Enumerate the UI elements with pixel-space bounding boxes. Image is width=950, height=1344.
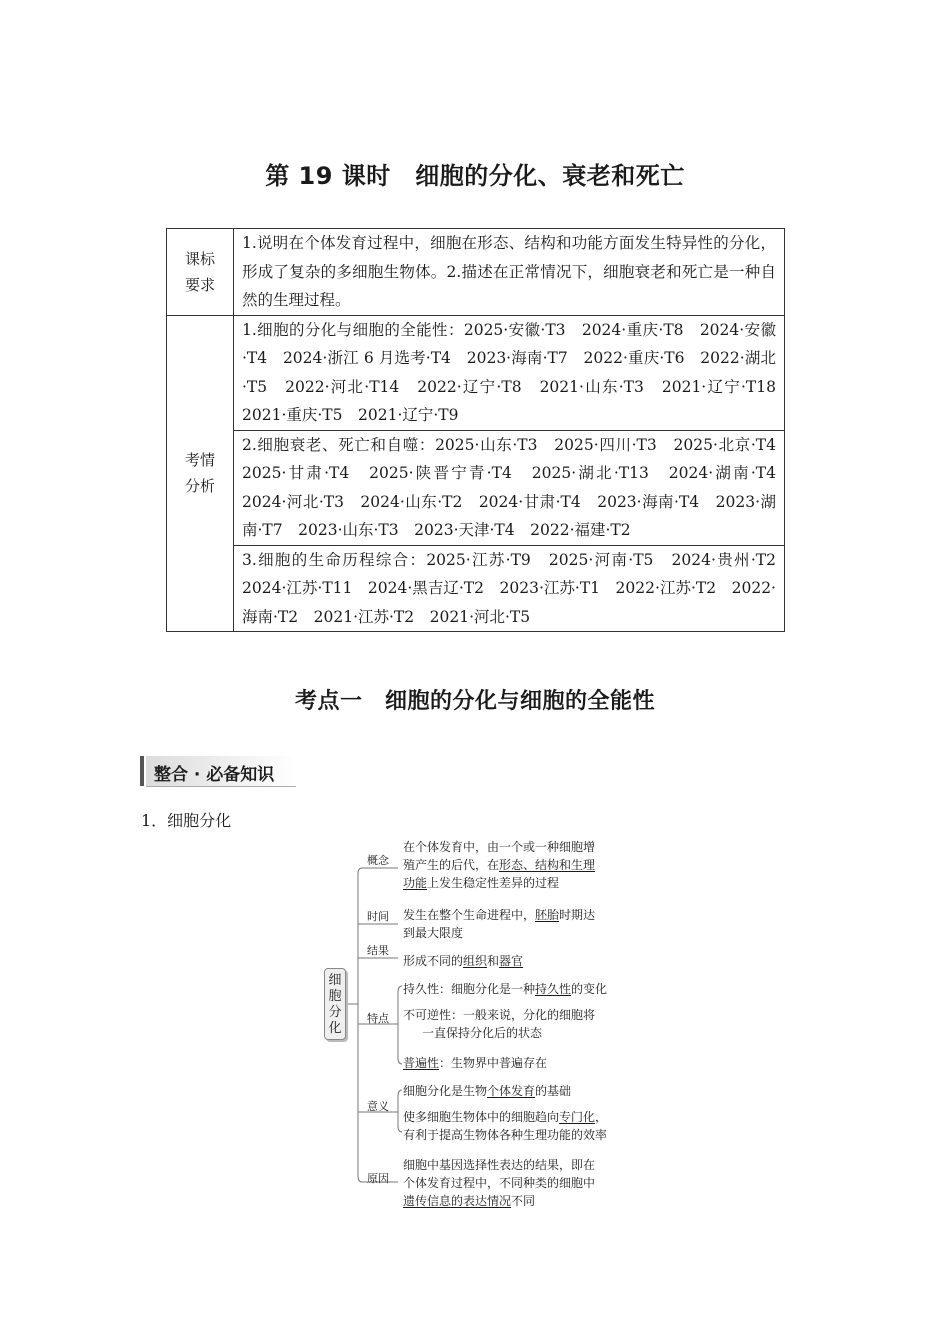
section-badge [140,756,298,786]
cell-differentiation-diagram [300,836,630,1216]
badge-bar [140,756,144,786]
root-char: 胞 [328,989,342,1004]
section-title: 考点一 细胞的分化与细胞的全能性 [294,689,655,714]
cause-line-3: 遗传信息的表达情况不同 [403,1194,536,1208]
meaning-line-3: 有利于提高生物体各种生理功能的效率 [403,1128,608,1142]
table-row-analysis-2 [167,430,785,545]
subheading: 1．细胞分化 [141,811,232,830]
row-label-line: 考情 [184,451,215,470]
branch-label-features: 特点 [367,1012,389,1025]
feature-irreversibility-1: 不可逆性：一般来说，分化的细胞将 [403,1008,596,1022]
row-label-line: 分析 [184,477,215,496]
meaning-line-2: 使多细胞生物体中的细胞趋向专门化， [403,1110,608,1124]
table-row-analysis-3 [167,545,785,632]
root-char: 细 [328,973,342,988]
row-label-standards [167,229,234,316]
table-row-analysis [167,315,785,430]
root-char: 化 [328,1021,342,1036]
concept-line-3: 功能上发生稳定性差异的过程 [403,876,560,890]
concept-line-1: 在个体发育中，由一个或一种细胞增 [403,840,596,854]
concept-line-2: 殖产生的后代，在形态、结构和生理 [403,858,596,872]
badge-label: 整合 · 必备知识 [154,765,275,785]
branch-label-cause: 原因 [367,1172,389,1185]
analysis-item-3: 3.细胞的生命历程综合：2025·江苏·T9 2025·河南·T5 2024·贵州·T2 2024·江苏·T11 2024·黑吉辽·T2 2023·江苏·T1 2022·江苏·T2 2022·海南·T2 2021·江苏·T2 2021·河北·T5 [234,545,785,632]
root-char: 分 [328,1005,342,1020]
meaning-line-1: 细胞分化是生物个体发育的基础 [403,1084,572,1098]
page-title: 第 19 课时 细胞的分化、衰老和死亡 [265,162,685,190]
analysis-item-2: 2.细胞衰老、死亡和自噬：2025·山东·T3 2025·四川·T3 2025·北京·T4 2025·甘肃·T4 2025·陕晋宁青·T4 2025·湖北·T13 2024·湖南·T4 2024·河北·T3 2024·山东·T2 2024·甘肃·T4 2023·海南·T4 2023·湖南·T7 2023·山东·T3 2023·天津·T4 2022·福建·T2 [234,430,785,545]
branch-label-meaning: 意义 [367,1100,389,1113]
feature-irreversibility-2: 一直保持分化后的状态 [422,1026,543,1040]
table-row-standards [167,229,785,316]
branch-label-result: 结果 [367,944,389,957]
result-line: 形成不同的组织和器官 [403,954,524,968]
branch-label-time: 时间 [367,910,389,923]
cause-line-2: 个体发育过程中，不同种类的细胞中 [403,1176,596,1190]
standards-text: 1.说明在个体发育过程中，细胞在形态、结构和功能方面发生特异性的分化，形成了复杂的多细胞生物体。2.描述在正常情况下，细胞衰老和死亡是一种自然的生理过程。 [234,229,785,316]
row-label-analysis [167,315,234,632]
branch-label-concept: 概念 [367,854,389,867]
time-line-1: 发生在整个生命进程中，胚胎时期达 [403,908,596,922]
analysis-item-1: 1.细胞的分化与细胞的全能性：2025·安徽·T3 2024·重庆·T8 2024·安徽·T4 2024·浙江 6 月选考·T4 2023·海南·T7 2022·重庆·T6 2022·湖北·T5 2022·河北·T14 2022·辽宁·T8 2021·山东·T3 2021·辽宁·T18 2021·重庆·T5 2021·辽宁·T9 [234,315,785,430]
feature-universality: 普遍性：生物界中普遍存在 [403,1056,548,1070]
requirements-table [166,228,792,632]
diagram-root-node [324,968,346,1040]
row-label-line: 要求 [184,275,215,294]
feature-persistence: 持久性：细胞分化是一种持久性的变化 [403,982,608,996]
cause-line-1: 细胞中基因选择性表达的结果，即在 [403,1158,596,1172]
row-label-line: 课标 [184,249,215,268]
time-line-2: 到最大限度 [403,926,464,940]
